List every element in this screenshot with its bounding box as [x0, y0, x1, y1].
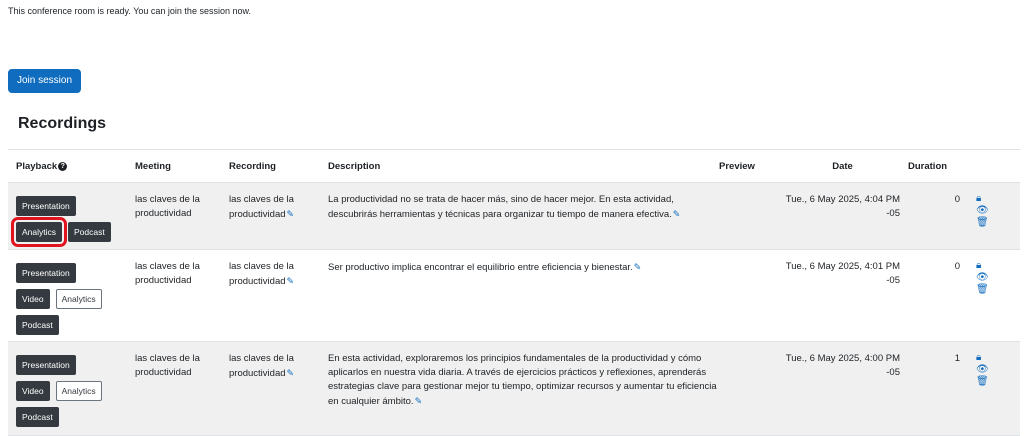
pencil-icon[interactable]: ✎ — [286, 368, 295, 378]
date-cell: Tue., 6 May 2025, 4:04 PM -05 — [769, 183, 908, 250]
playback-podcast-button[interactable]: Podcast — [16, 315, 59, 335]
eye-icon[interactable]: 👁︎ — [976, 364, 989, 375]
duration-cell: 0 — [908, 250, 962, 342]
pencil-icon[interactable]: ✎ — [286, 276, 295, 286]
description-cell: La productividad no se trata de hacer más, sino de hacer mejor. En esta actividad, descubrirás herramientas y técnicas para organizar tu tiempo de manera efectiva.✎ — [320, 183, 719, 250]
column-date: Date — [769, 150, 908, 183]
pencil-icon[interactable]: ✎ — [672, 209, 681, 219]
preview-cell — [719, 183, 769, 250]
description-cell: Ser productivo implica encontrar el equilibrio entre eficiencia y bienestar.✎ — [320, 250, 719, 342]
recordings-heading: Recordings — [18, 115, 107, 132]
lock-icon[interactable]: 🔒︎ — [976, 260, 982, 271]
recording-cell: las claves de la productividad✎ — [221, 342, 320, 436]
meeting-cell: las claves de la productividad — [127, 183, 221, 250]
trash-icon[interactable]: 🗑︎ — [976, 284, 989, 295]
column-playback: Playback ? — [8, 150, 127, 183]
eye-icon[interactable]: 👁︎ — [976, 205, 989, 216]
lock-icon[interactable]: 🔒︎ — [976, 352, 982, 363]
playback-cell — [8, 342, 127, 436]
playback-cell — [8, 183, 127, 250]
lock-icon[interactable]: 🔒︎ — [976, 193, 982, 204]
column-duration: Duration — [908, 150, 962, 183]
session-notice: This conference room is ready. You can join the session now. — [8, 6, 251, 16]
preview-cell — [719, 342, 769, 436]
join-session-button[interactable]: Join session — [8, 69, 81, 93]
preview-cell — [719, 250, 769, 342]
recording-cell: las claves de la productividad✎ — [221, 183, 320, 250]
actions-cell — [962, 250, 1020, 342]
column-description: Description — [320, 150, 719, 183]
duration-cell: 0 — [908, 183, 962, 250]
playback-podcast-button[interactable]: Podcast — [68, 222, 111, 242]
table-row — [8, 183, 1020, 250]
playback-presentation-button[interactable]: Presentation — [16, 196, 76, 216]
pencil-icon[interactable]: ✎ — [633, 262, 642, 272]
table-row — [8, 250, 1020, 342]
column-preview: Preview — [719, 150, 769, 183]
pencil-icon[interactable]: ✎ — [286, 209, 295, 219]
pencil-icon[interactable]: ✎ — [414, 396, 423, 406]
question-circle-icon[interactable]: ? — [58, 162, 67, 171]
recordings-table — [8, 149, 1020, 436]
date-cell: Tue., 6 May 2025, 4:00 PM -05 — [769, 342, 908, 436]
playback-presentation-button[interactable]: Presentation — [16, 263, 76, 283]
meeting-cell: las claves de la productividad — [127, 250, 221, 342]
table-header-row — [8, 150, 1020, 183]
column-actions — [962, 150, 1020, 183]
trash-icon[interactable]: 🗑︎ — [976, 376, 989, 387]
description-cell: En esta actividad, exploraremos los principios fundamentales de la productividad y cómo aplicarlos en nuestra vida diaria. A través de ejercicios prácticos y reflexiones, aprenderás estrategias clave para gestionar mejor tu tiempo, optimizar recursos y aumentar tu eficiencia en cualquier ámbito.✎ — [320, 342, 719, 436]
playback-cell — [8, 250, 127, 342]
meeting-cell: las claves de la productividad — [127, 342, 221, 436]
playback-podcast-button[interactable]: Podcast — [16, 407, 59, 427]
actions-cell — [962, 183, 1020, 250]
column-meeting: Meeting — [127, 150, 221, 183]
eye-icon[interactable]: 👁︎ — [976, 272, 989, 283]
playback-analytics-button[interactable]: Analytics — [56, 289, 102, 309]
playback-video-button[interactable]: Video — [16, 289, 50, 309]
date-cell: Tue., 6 May 2025, 4:01 PM -05 — [769, 250, 908, 342]
recording-cell: las claves de la productividad✎ — [221, 250, 320, 342]
playback-presentation-button[interactable]: Presentation — [16, 355, 76, 375]
actions-cell — [962, 342, 1020, 436]
table-row — [8, 342, 1020, 436]
duration-cell: 1 — [908, 342, 962, 436]
playback-analytics-button[interactable]: Analytics — [16, 222, 62, 242]
column-recording: Recording — [221, 150, 320, 183]
playback-analytics-button[interactable]: Analytics — [56, 381, 102, 401]
trash-icon[interactable]: 🗑︎ — [976, 217, 989, 228]
playback-video-button[interactable]: Video — [16, 381, 50, 401]
